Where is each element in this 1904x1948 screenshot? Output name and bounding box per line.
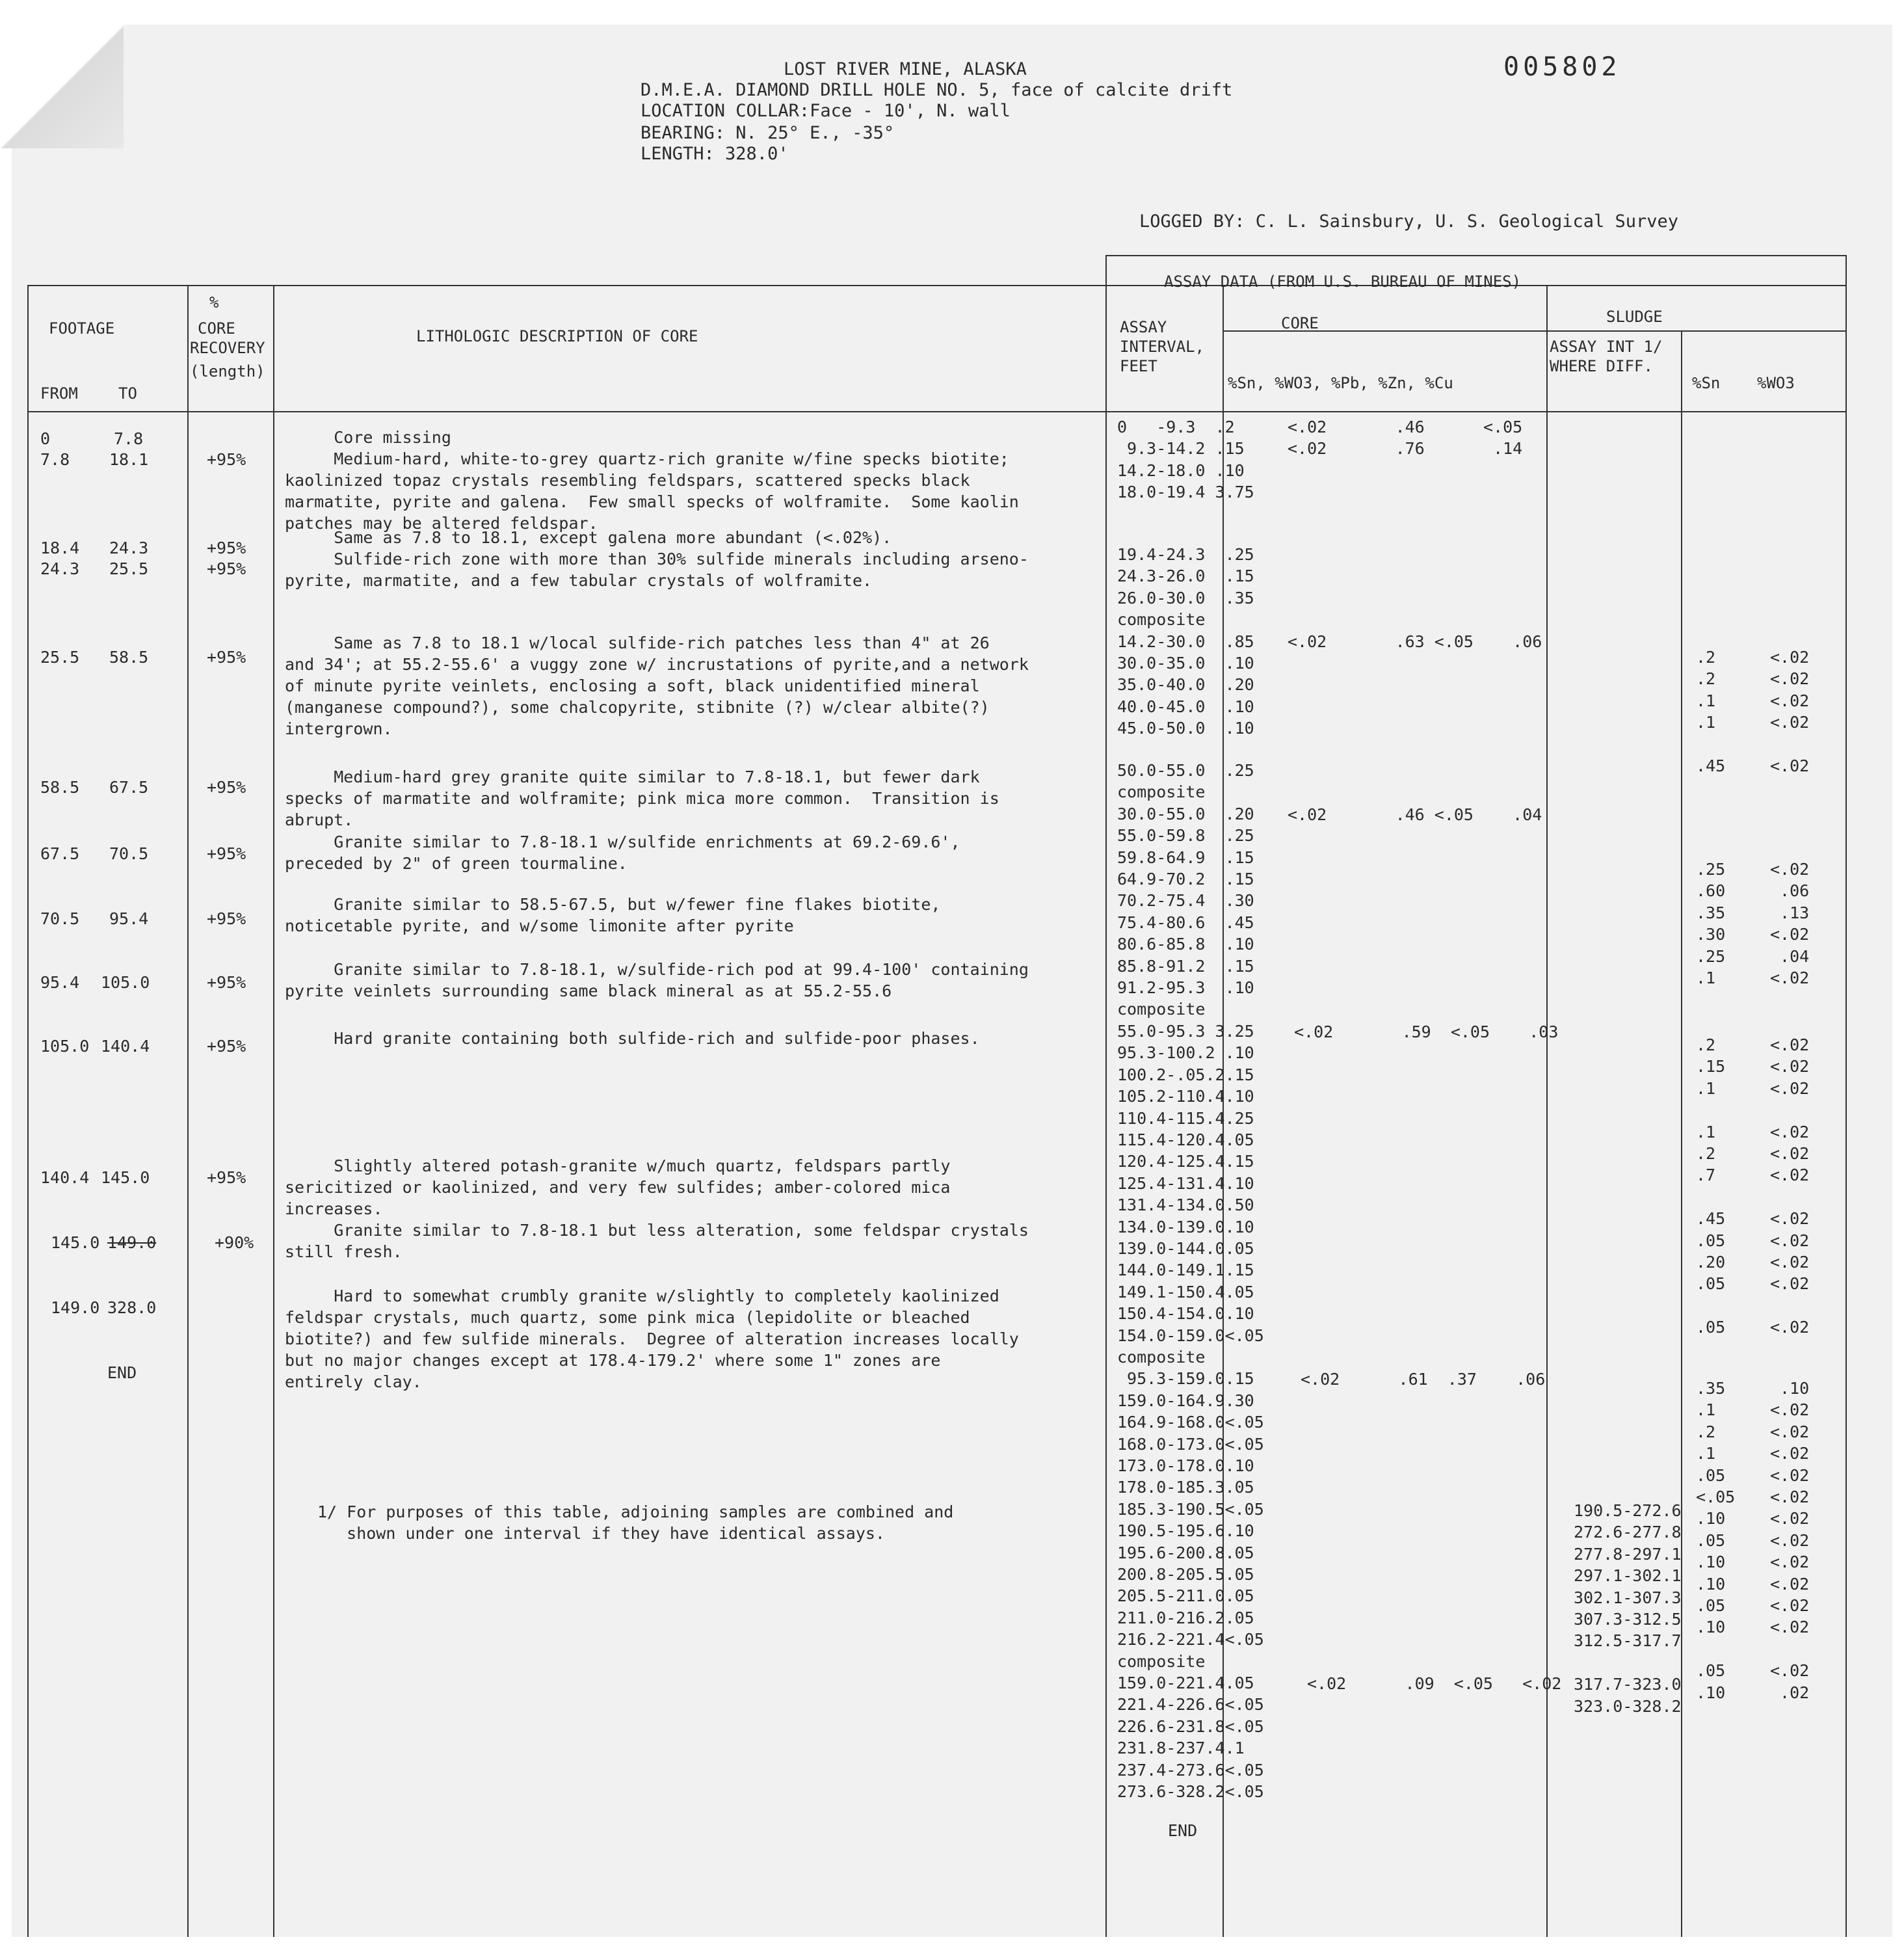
core-values: <.02 .46 <.05: [1288, 418, 1523, 436]
header-sludge-int-2: WHERE DIFF.: [1550, 357, 1653, 375]
lith-desc: Same as 7.8 to 18.1, except galena more abundant (<.02%). Sulfide-rich zone with more than 30% sulfide minerals including arseno- pyrite, marmatite, and a few tabular crystals of wolframite.: [285, 528, 1029, 590]
core-recovery: +95%: [207, 648, 246, 667]
footage-from: 25.5: [40, 648, 80, 667]
core-values: <.02 .46 <.05 .04: [1288, 805, 1542, 824]
footage-to: 67.5: [109, 778, 149, 797]
footage-to: 24.3: [109, 539, 149, 557]
header-sludge-wo3: %WO3: [1757, 374, 1795, 392]
footage-to: 95.4: [109, 909, 149, 928]
core-recovery: +95%: [207, 909, 246, 928]
col-border-right: [1845, 255, 1847, 1937]
core-recovery: +95%: [207, 973, 246, 992]
footage-end: END: [107, 1363, 137, 1382]
header-footage: FOOTAGE: [49, 319, 115, 338]
table-top-border: [27, 285, 1847, 286]
assay-interval-block: 50.0-55.0 .25 composite 30.0-55.0 .20 55.0-59.8 .25 59.8-64.9 .15 64.9-70.2 .15 70.2-75.4 .30 75.4-80.6 .45 80.6-85.8 .10 85.8-91.2 .15 91.2-95.3 .10 composite 55.0-95.3 3.25 95.3-100.2 .10 100.2-.05.2.15 105.2-110.4.10 110.4-115.4.25 115.4-120.4.05 120.4-125.4.15 125.4-131.4.10 131.4-134.0.50 134.0-139.0.10 139.0-144.0.05 144.0-149.1.15 149.1-150.4.05 150.4-154.0.10 154.0-159.0<.05 composite 95.3-159.0.15 159.0-164.9.30 164.9-168.0<.05 168.0-173.0<.05 173.0-178.0.10 178.0-185.3.05 185.3-190.5<.05 190.5-195.6.10 195.6-200.8.05 200.8-205.5.05 205.5-211.0.05 211.0-216.2.05 216.2-221.4<.05 composite 159.0-221.4.05 221.4-226.6<.05 226.6-231.8<.05 231.8-237.4.1 237.4-273.6<.05 273.6-328.2<.05: [1117, 761, 1264, 1802]
core-recovery: +95%: [207, 539, 246, 557]
header-lithologic: LITHOLOGIC DESCRIPTION OF CORE: [416, 327, 698, 345]
footage-to: 7.8: [114, 429, 144, 448]
core-recovery: +95%: [207, 844, 246, 863]
col-border-lith: [1105, 255, 1107, 1937]
lith-desc: Granite similar to 7.8-18.1 w/sulfide enrichments at 69.2-69.6', preceded by 2" of green tourmaline.: [285, 833, 960, 873]
folded-corner: [0, 25, 124, 148]
core-values: <.02 .76 .14: [1288, 439, 1523, 458]
core-values: <.02 .09 <.05 <.02: [1307, 1674, 1562, 1693]
sludge-sn: .35 .1 .2 .1 .05 <.05 .10 .05 .10 .10 .05 .10 .05 .10: [1696, 1379, 1736, 1702]
footage-from: 140.4: [40, 1168, 90, 1187]
length: LENGTH: 328.0': [641, 144, 789, 164]
header-sludge: SLUDGE: [1606, 308, 1663, 326]
header-assay-3: FEET: [1120, 357, 1157, 375]
footage-to: 145.0: [101, 1168, 150, 1187]
assay-interval-block: 19.4-24.3 .25 24.3-26.0 .15 26.0-30.0 .35 composite 14.2-30.0 .85 30.0-35.0 .10 35.0-40.0 .20 40.0-45.0 .10 45.0-50.0 .10: [1117, 545, 1254, 738]
core-recovery: +95%: [207, 1168, 246, 1187]
sludge-wo3: <.02 <.02 <.02 <.02 <.02 <.02 <.02 <.02 <.02 <.02 <.02: [1770, 1035, 1810, 1337]
document-number: 005802: [1503, 52, 1621, 82]
lith-desc: Medium-hard grey granite quite similar to 7.8-18.1, but fewer dark specks of marmatite and wolframite; pink mica more common. Transition is abrupt.: [285, 767, 999, 829]
lith-desc: Slightly altered potash-granite w/much quartz, feldspars partly sericitized or kaolinized, and very few sulfides; amber-colored mica increases. Granite similar to 7.8-18.1 but less alteration, some feldspar crystals still fresh.: [285, 1156, 1029, 1261]
sludge-sn: .2 .2 .1 .1 .45: [1696, 648, 1726, 776]
sludge-wo3: .10 <.02 <.02 <.02 <.02 <.02 <.02 <.02 <.02 <.02 <.02 <.02 <.02 .02: [1770, 1379, 1810, 1702]
sludge-wo3: <.02 .06 .13 <.02 .04 <.02: [1770, 860, 1810, 988]
footage-from: 105.0: [40, 1037, 90, 1056]
lith-desc: Hard granite containing both sulfide-rich and sulfide-poor phases.: [285, 1029, 980, 1048]
core-recovery: +95%: [207, 450, 246, 469]
assay-interval-block: 0 -9.3 .2 9.3-14.2 .15 14.2-18.0 .10 18.0-19.4 3.75: [1117, 418, 1254, 502]
header-recovery-pct: %: [209, 293, 219, 312]
header-assay-2: INTERVAL,: [1120, 338, 1205, 356]
core-values: <.02 .61 .37 .06: [1301, 1370, 1546, 1389]
header-to: TO: [118, 384, 137, 403]
footage-to: 140.4: [101, 1037, 150, 1056]
footage-from: 67.5: [40, 844, 80, 863]
header-sludge-int-1: ASSAY INT 1/: [1550, 338, 1663, 356]
col-border-recovery: [273, 285, 274, 1937]
footage-to: 25.5: [109, 559, 149, 578]
footnote: 1/ For purposes of this table, adjoining samples are combined and shown under one interval if they have identical assays.: [317, 1502, 954, 1543]
footage-from: 18.4: [40, 539, 80, 557]
header-core: CORE: [1281, 314, 1319, 332]
footage-from: 95.4: [40, 973, 80, 992]
core-recovery: +95%: [207, 778, 246, 797]
bearing: BEARING: N. 25° E., -35°: [641, 123, 895, 143]
sludge-wo3: <.02 <.02 <.02 <.02 <.02: [1770, 648, 1810, 776]
core-recovery: +95%: [207, 559, 246, 578]
header-recovery-1: CORE: [198, 319, 235, 338]
lith-desc: Core missing Medium-hard, white-to-grey quartz-rich granite w/fine specks biotite; kaolinized topaz crystals resembling feldspars, scattered specks black marmatite, pyrite and galena. Few small specks of wolframite. Some kaolin patches may be altered feldspar.: [285, 428, 1019, 533]
core-values: <.02 .63 <.05 .06: [1288, 632, 1542, 651]
core-values: <.02 .59 <.05 .03: [1294, 1022, 1559, 1041]
header-assay-1: ASSAY: [1120, 318, 1167, 336]
col-border-left: [27, 285, 29, 1937]
footage-to: 105.0: [101, 973, 150, 992]
header-recovery-3: (length): [190, 362, 265, 380]
lith-desc: Same as 7.8 to 18.1 w/local sulfide-rich patches less than 4" at 26 and 34'; at 55.2-55.6' a vuggy zone w/ incrustations of pyrite,and a network of minute pyrite veinlets, enclosing a soft, black unidentified mineral (manganese compound?), some chalcopyrite, stibnite (?) w/clear albite(?) intergrown.: [285, 634, 1029, 738]
footage-to: 328.0: [107, 1298, 157, 1317]
drill-hole-title: D.M.E.A. DIAMOND DRILL HOLE NO. 5, face of calcite drift: [641, 80, 1233, 100]
sludge-sn: .25 .60 .35 .30 .25 .1: [1696, 860, 1726, 988]
table-top-border-assay: [1105, 255, 1847, 256]
lith-desc: Hard to somewhat crumbly granite w/slightly to completely kaolinized feldspar crystals, much quartz, some pink mica (lepidolite or bleached biotite?) and few sulfide minerals. Degree of alteration increases locally but no major changes except at 178.4-179.2' where some 1" zones are entirely clay.: [285, 1287, 1019, 1391]
footage-from: 24.3: [40, 559, 80, 578]
footage-to: 18.1: [109, 450, 149, 469]
footage-from: 0: [40, 429, 51, 448]
footage-from: 145.0: [51, 1233, 100, 1252]
header-from: FROM: [40, 384, 78, 403]
header-bottom-border: [27, 411, 1847, 412]
footage-from: 70.5: [40, 909, 80, 928]
header-sludge-sn: %Sn: [1692, 374, 1721, 392]
footage-from: 149.0: [51, 1298, 100, 1317]
header-core-cols: %Sn, %WO3, %Pb, %Zn, %Cu: [1228, 374, 1453, 392]
logged-by: LOGGED BY: C. L. Sainsbury, U. S. Geological Survey: [1139, 211, 1679, 232]
sludge-sn: .2 .15 .1 .1 .2 .7 .45 .05 .20 .05 .05: [1696, 1035, 1726, 1337]
col-border-footage: [187, 285, 189, 1937]
assay-end: END: [1168, 1821, 1198, 1840]
footage-from: 58.5: [40, 778, 80, 797]
sludge-intervals: 190.5-272.6 272.6-277.8 277.8-297.1 297.1-302.1 302.1-307.3 307.3-312.5 312.5-317.7 317.7-323.0 323.0-328.2: [1574, 1501, 1682, 1716]
lith-desc: Granite similar to 7.8-18.1, w/sulfide-rich pod at 99.4-100' containing pyrite veinlets surrounding same black mineral as at 55.2-55.6: [285, 960, 1029, 1000]
header-assay-data: ASSAY DATA (FROM U.S. BUREAU OF MINES): [1164, 273, 1522, 291]
lith-desc: Granite similar to 58.5-67.5, but w/fewer fine flakes biotite, noticetable pyrite, and w/some limonite after pyrite: [285, 895, 941, 935]
footage-from: 7.8: [40, 450, 70, 469]
header-recovery-2: RECOVERY: [190, 339, 265, 357]
footage-to: 58.5: [109, 648, 149, 667]
core-recovery: +90%: [215, 1233, 254, 1252]
location-collar: LOCATION COLLAR:Face - 10', N. wall: [641, 101, 1011, 121]
footage-to: 70.5: [109, 844, 149, 863]
mine-title: LOST RIVER MINE, ALASKA: [784, 59, 1027, 79]
core-recovery: +95%: [207, 1037, 246, 1056]
footage-to: 149.0: [107, 1233, 157, 1252]
